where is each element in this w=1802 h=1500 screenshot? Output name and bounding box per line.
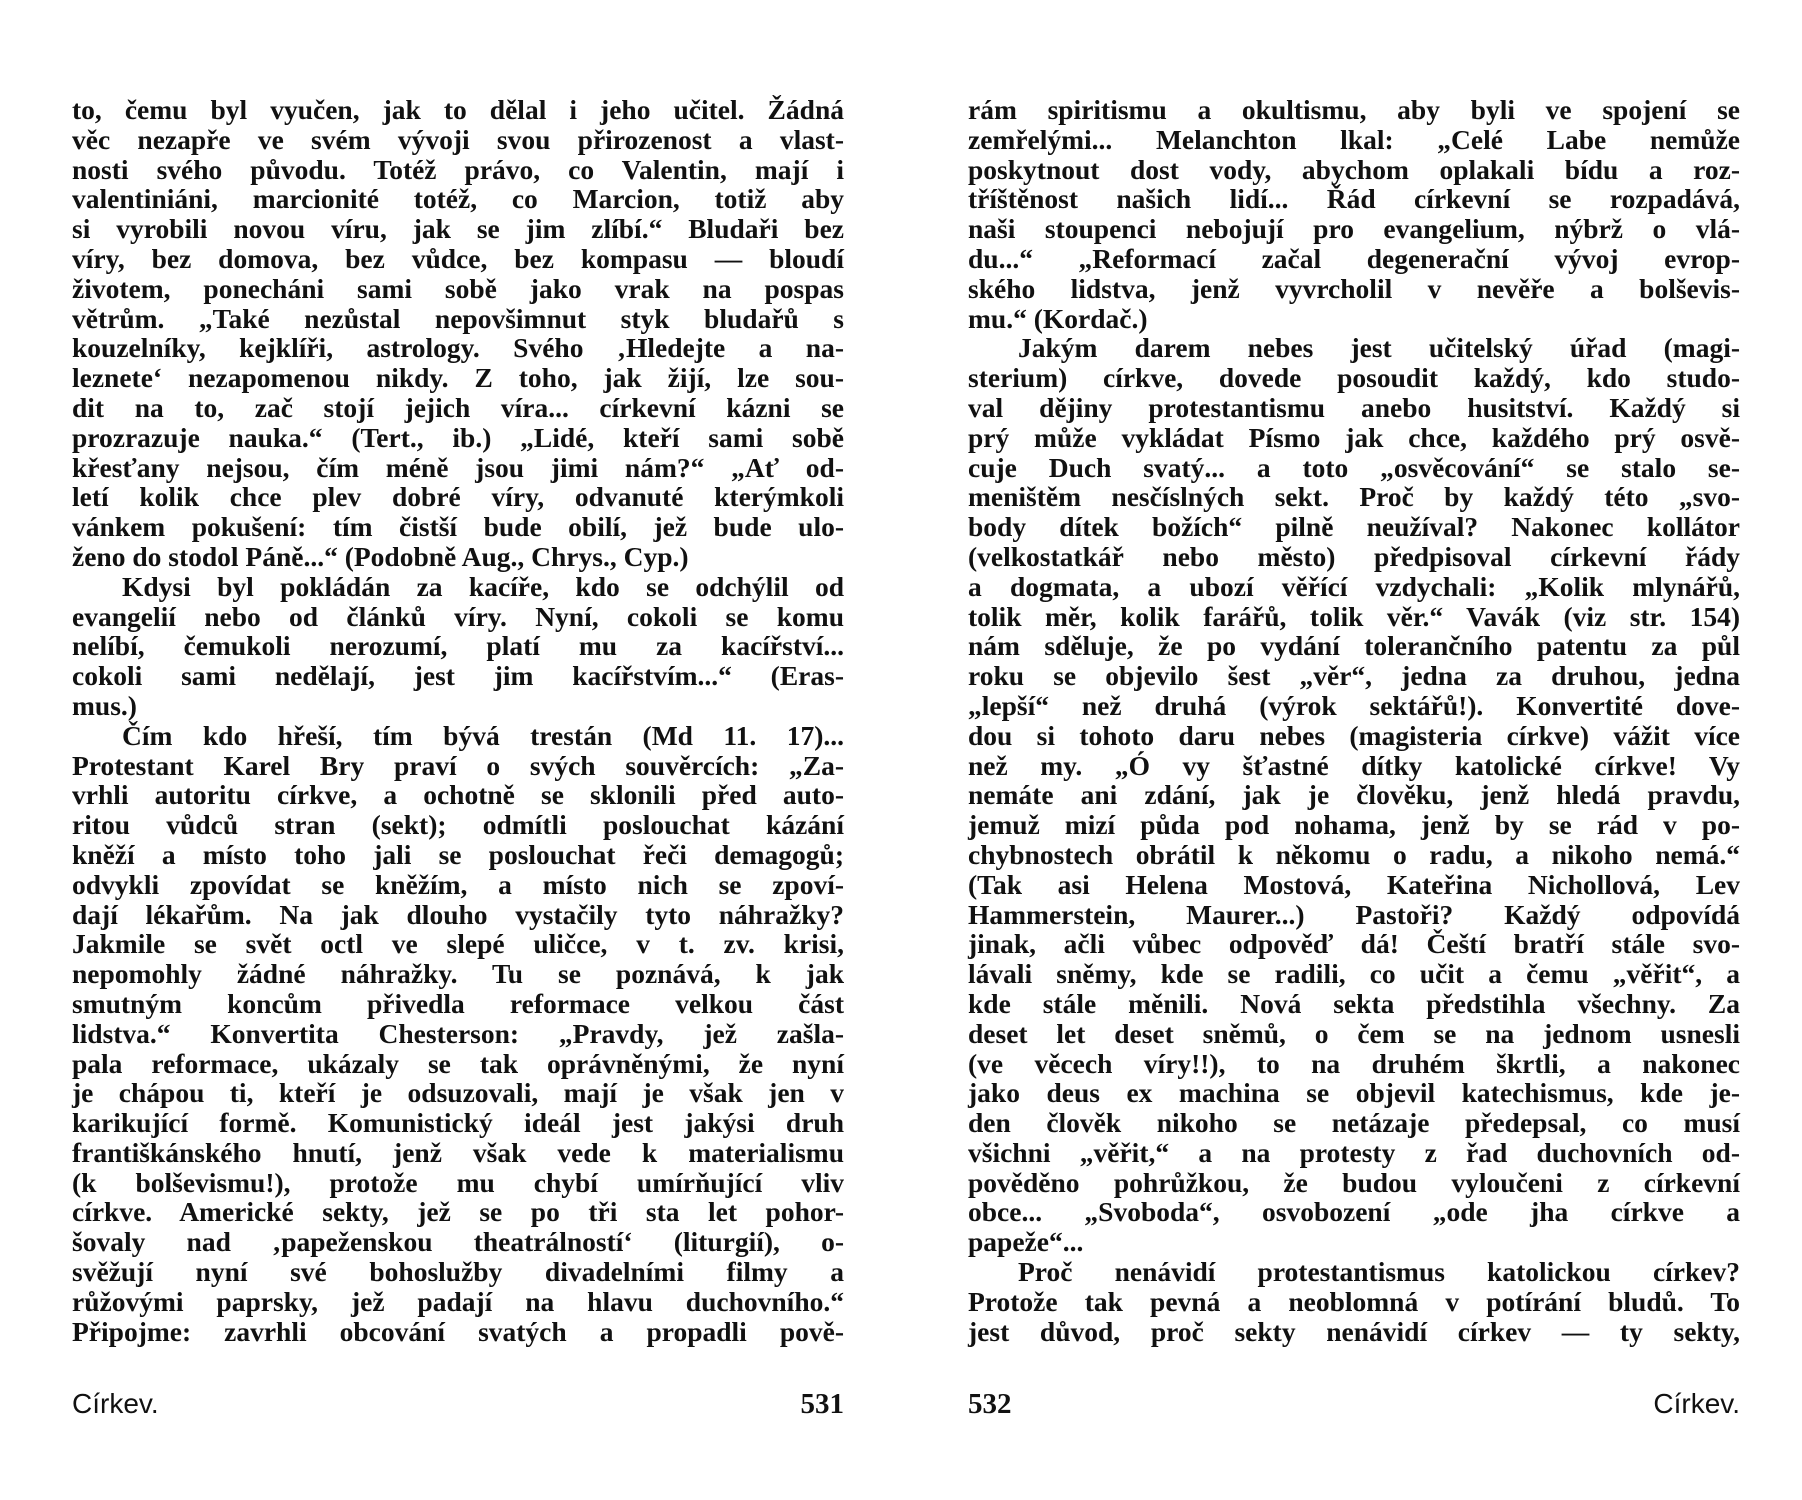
- text-line: vrhli autoritu církve, a ochotně se sklonili před auto-: [72, 779, 844, 811]
- text-line: nemáte ani zdání, jak je člověku, jenž hledá pravdu,: [968, 779, 1740, 811]
- text-line: je chápou ti, kteří je odsuzovali, mají je však jen v: [72, 1077, 844, 1109]
- text-line: naši stoupenci nebojují pro evangelium, nýbrž o vlá-: [968, 213, 1740, 245]
- text-line: smutným koncům přivedla reformace velkou část: [72, 987, 844, 1019]
- text-line: svěžují nyní své bohoslužby divadelními filmy a: [72, 1256, 844, 1288]
- text-line: věc nezapře ve svém vývoji svou přirozenost a vlast-: [72, 123, 844, 155]
- text-line: obce... „Svoboda“, osvobození „ode jha církve a: [968, 1196, 1740, 1228]
- text-line: lávali sněmy, kde se radili, co učit a čemu „věřit“, a: [968, 958, 1740, 990]
- text-line: papeže“...: [968, 1226, 1084, 1258]
- text-line: dou si tohoto daru nebes (magisteria církve) vážit více: [968, 719, 1740, 751]
- text-line: si vyrobili novou víru, jak se jim zlíbí.“ Bludaři bez: [72, 213, 844, 245]
- running-head: Církev.: [72, 1388, 159, 1419]
- text-line: valentiniáni, marcionité totéž, co Marcion, totiž aby: [72, 183, 844, 215]
- text-line: ženo do stodol Páně...“ (Podobně Aug., Chrys., Cyp.): [72, 540, 689, 572]
- text-line: kde stále měnili. Nová sekta předstihla všechny. Za: [968, 987, 1740, 1019]
- page-number: 532: [968, 1388, 1012, 1420]
- text-line: sterium) církve, dovede posoudit každý, kdo studo-: [968, 362, 1740, 394]
- text-line: (Tak asi Helena Mostová, Kateřina Nichollová, Lev: [968, 868, 1740, 900]
- text-line: kouzelníky, kejklíři, astrology. Svého ‚Hledejte a na-: [72, 332, 844, 364]
- text-line: zemřelými... Melanchton lkal: „Celé Labe nemůže: [968, 123, 1740, 155]
- text-line: val dějiny protestantismu anebo husitství. Každý si: [968, 391, 1740, 423]
- text-line: pověděno pohrůžkou, že budou vyloučeni z církevní: [968, 1166, 1740, 1198]
- text-line: meništěm nesčíslných sekt. Proč by každý této „svo-: [968, 481, 1740, 513]
- text-line: lidstva.“ Konvertita Chesterson: „Pravdy, jež zašla-: [72, 1017, 844, 1049]
- text-line: evangelií nebo od článků víry. Nyní, cokoli se komu: [72, 600, 844, 632]
- text-line: prozrazuje nauka.“ (Tert., ib.) „Lidé, kteří sami sobě: [72, 421, 844, 453]
- text-line: den člověk nikoho se netázaje předepsal, co musí: [968, 1107, 1740, 1139]
- text-line: jinak, ačli vůbec odpověď dá! Čeští bratří stále svo-: [968, 928, 1740, 960]
- text-line: jako deus ex machina se objevil katechismus, kde je-: [968, 1077, 1740, 1109]
- right-page-text: [968, 95, 1740, 1346]
- text-line: Kdysi byl pokládán za kacíře, kdo se odchýlil od: [122, 570, 844, 602]
- text-line: karikující formě. Komunistický ideál jest jakýsi druh: [72, 1107, 844, 1139]
- text-line: než my. „Ó vy šťastné dítky katolické církve! Vy: [968, 749, 1740, 781]
- text-line: (k bolševismu!), protože mu chybí umírňující vliv: [72, 1166, 844, 1198]
- text-line: odvykli zpovídat se kněžím, a místo nich se zpoví-: [72, 868, 844, 900]
- text-line: cokoli sami nedělají, jest jim kacířstvím...“ (Eras-: [72, 660, 844, 692]
- text-line: Protože tak pevná a neoblomná v potírání bludů. To: [968, 1285, 1740, 1317]
- text-line: roku se objevilo šest „věr“, jedna za druhou, jedna: [968, 660, 1740, 692]
- text-line: Čím kdo hřeší, tím bývá trestán (Md 11. 17)...: [122, 719, 844, 751]
- text-line: Připojme: zavrhli obcování svatých a propadli pově-: [72, 1315, 844, 1347]
- text-line: mus.): [72, 689, 137, 721]
- text-line: mu.“ (Kordač.): [968, 302, 1148, 334]
- text-line: cuje Duch svatý... a toto „osvěcování“ se stalo se-: [968, 451, 1740, 483]
- text-line: nelíbí, čemukoli nerozumí, platí mu za kacířství...: [72, 630, 844, 662]
- text-line: poskytnout dost vody, abychom oplakali bídu a roz-: [968, 153, 1740, 185]
- text-line: vánkem pokušení: tím čistší bude obilí, jež bude ulo-: [72, 511, 844, 543]
- left-page-text: [72, 95, 844, 1346]
- text-line: šovaly nad ‚papeženskou theatrálností‘ (liturgií), o-: [72, 1226, 844, 1258]
- left-page: [72, 95, 844, 1346]
- text-line: tolik měr, kolik farářů, tolik věr.“ Vavák (viz str. 154): [968, 600, 1740, 632]
- text-line: leznete‘ nezapomenou nikdy. Z toho, jak žijí, lze sou-: [72, 362, 844, 394]
- text-line: prý může vykládat Písmo jak chce, každého prý osvě-: [968, 421, 1740, 453]
- text-line: a dogmata, a ubozí věřící vzdychali: „Kolik mlynářů,: [968, 570, 1740, 602]
- right-page: [968, 95, 1740, 1346]
- text-line: dají lékařům. Na jak dlouho vystačily tyto náhražky?: [72, 898, 844, 930]
- text-line: františkánského hnutí, jenž však vede k materialismu: [72, 1136, 844, 1168]
- text-line: životem, ponecháni sami sobě jako vrak na pospas: [72, 272, 844, 304]
- text-line: (velkostatkář nebo město) předpisoval církevní řády: [968, 540, 1740, 572]
- right-page-footer: [968, 1388, 1740, 1428]
- text-line: tříštěnost našich lidí... Řád církevní se rozpadává,: [968, 183, 1740, 215]
- text-line: křesťany nejsou, čím méně jsou jimi nám?“ „Ať od-: [72, 451, 844, 483]
- text-line: to, čemu byl vyučen, jak to dělal i jeho učitel. Žádná: [72, 94, 844, 125]
- text-line: větrům. „Také nezůstal nepovšimnut styk bludařů s: [72, 302, 844, 334]
- text-line: chybnostech obrátil k někomu o radu, a nikoho nemá.“: [968, 838, 1740, 870]
- text-line: Hammerstein, Maurer...) Pastoři? Každý odpovídá: [968, 898, 1740, 930]
- text-line: (ve věcech víry!!), to na druhém škrtli, a nakonec: [968, 1047, 1740, 1079]
- left-page-footer: [72, 1388, 844, 1428]
- text-line: Protestant Karel Bry praví o svých souvěrcích: „Za-: [72, 749, 844, 781]
- text-line: Proč nenávidí protestantismus katolickou církev?: [1018, 1256, 1740, 1288]
- text-line: jest důvod, proč sekty nenávidí církev — ty sekty,: [968, 1315, 1740, 1347]
- text-line: letí kolik chce plev dobré víry, odvanuté kterýmkoli: [72, 481, 844, 513]
- text-line: růžovými paprsky, jež padají na hlavu duchovního.“: [72, 1285, 844, 1317]
- text-line: nosti svého původu. Totéž právo, co Valentin, mají i: [72, 153, 844, 185]
- text-line: nám sděluje, že po vydání tolerančního patentu za půl: [968, 630, 1740, 662]
- text-line: ritou vůdců stran (sekt); odmítli poslouchat kázání: [72, 809, 844, 841]
- text-line: víry, bez domova, bez vůdce, bez kompasu — bloudí: [72, 242, 844, 274]
- text-line: nepomohly žádné náhražky. Tu se poznává, k jak: [72, 958, 844, 990]
- text-line: body dítek božích“ pilně neužíval? Nakonec kollátor: [968, 511, 1740, 543]
- text-line: deset let deset sněmů, o čem se na jednom usnesli: [968, 1017, 1740, 1049]
- text-line: jemuž mizí půda pod nohama, jenž by se rád v po-: [968, 809, 1740, 841]
- running-head: Církev.: [1653, 1388, 1740, 1419]
- text-line: Jakmile se svět octl ve slepé uličce, v t. zv. krisi,: [72, 928, 844, 960]
- text-line: kněží a místo toho jali se poslouchat řeči demagogů;: [72, 838, 844, 870]
- text-line: dit na to, zač stojí jejich víra... církevní kázni se: [72, 391, 844, 423]
- text-line: Jakým darem nebes jest učitelský úřad (magi-: [1018, 332, 1740, 364]
- page-number: 531: [800, 1388, 844, 1420]
- text-line: všichni „věřit,“ a na protesty z řad duchovních od-: [968, 1136, 1740, 1168]
- text-line: du...“ „Reformací začal degenerační vývoj evrop-: [968, 242, 1740, 274]
- text-line: ského lidstva, jenž vyvrcholil v nevěře a bolševis-: [968, 272, 1740, 304]
- text-line: „lepší“ než druhá (výrok sektářů!). Konvertité dove-: [968, 689, 1740, 721]
- text-line: pala reformace, ukázaly se tak oprávněnými, že nyní: [72, 1047, 844, 1079]
- text-line: rám spiritismu a okultismu, aby byli ve spojení se: [968, 94, 1740, 125]
- text-line: církve. Americké sekty, jež se po tři sta let pohor-: [72, 1196, 844, 1228]
